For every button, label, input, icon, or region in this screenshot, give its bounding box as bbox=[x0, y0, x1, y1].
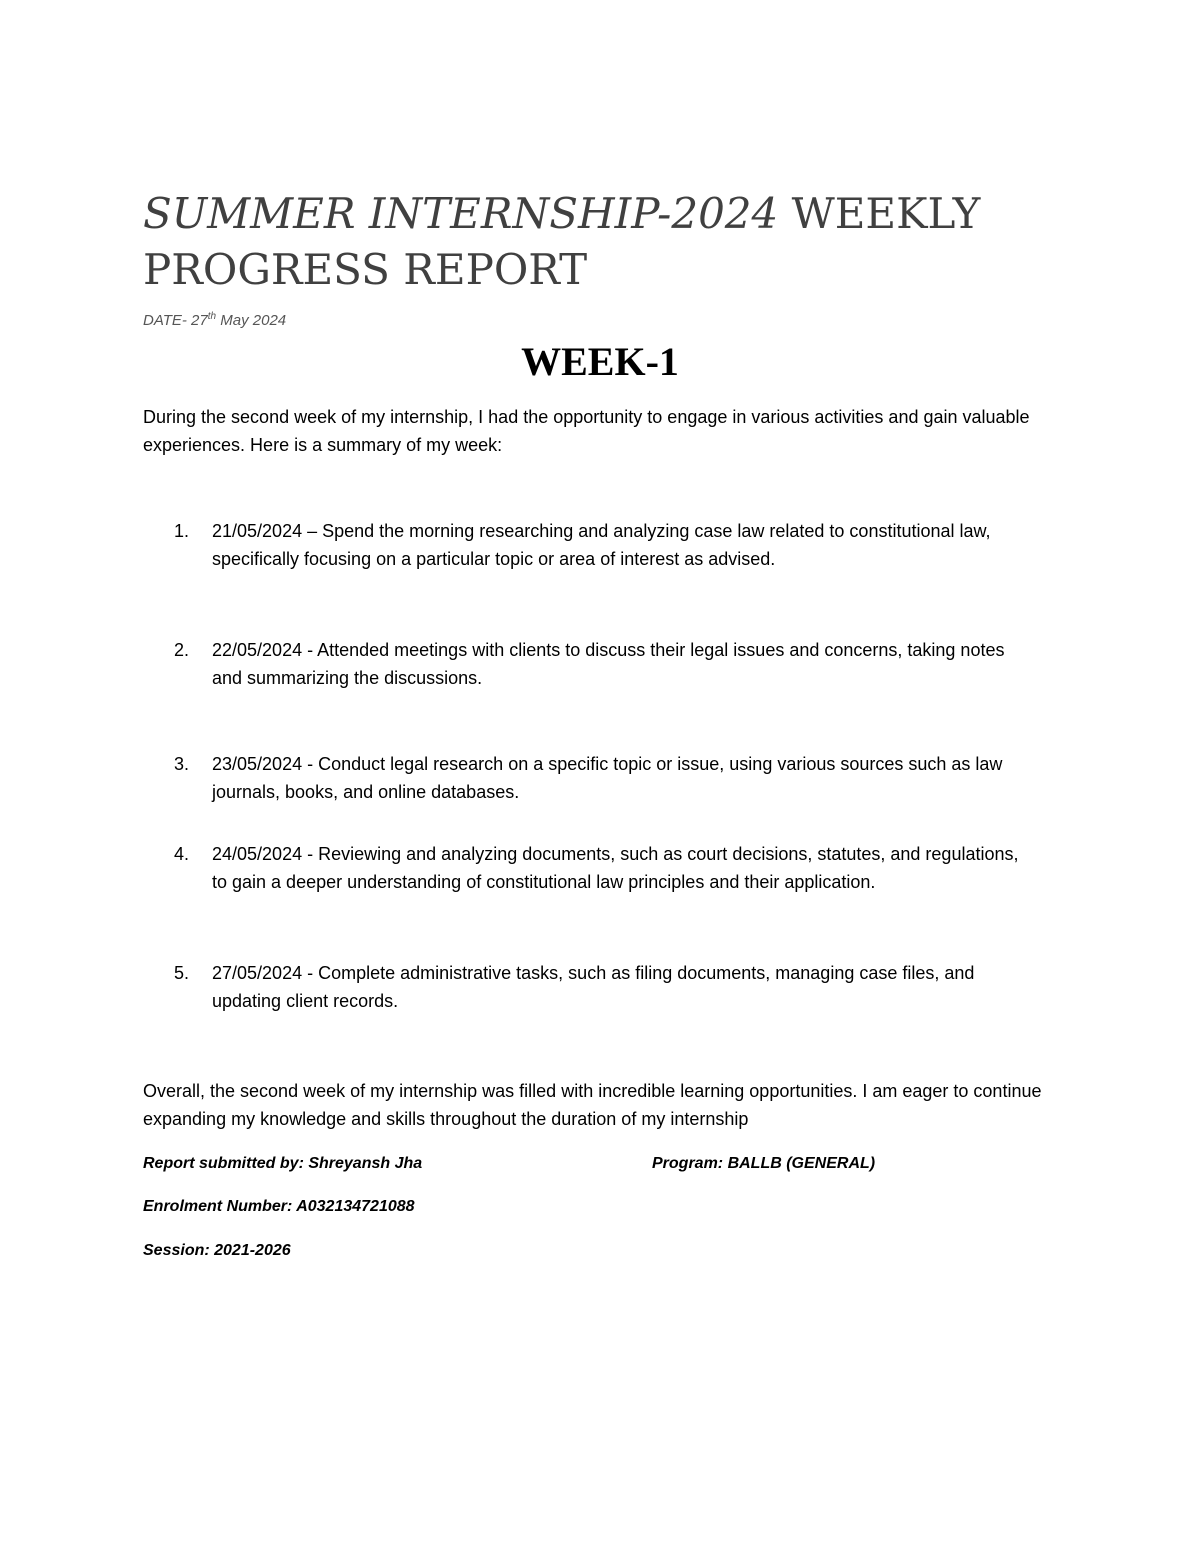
activity-item bbox=[174, 750, 1034, 806]
activity-item bbox=[174, 840, 1034, 896]
activity-number: 4. bbox=[174, 844, 190, 864]
activity-item bbox=[174, 517, 1034, 573]
report-date bbox=[143, 312, 286, 329]
activity-item bbox=[174, 636, 1034, 692]
activity-text: 23/05/2024 - Conduct legal research on a specific topic or issue, using various sources such as law journals, books, and online databases. bbox=[212, 754, 1003, 802]
session: Session: 2021-2026 bbox=[143, 1242, 291, 1259]
activity-text: 27/05/2024 - Complete administrative tasks, such as filing documents, managing case files, and updating client records. bbox=[212, 963, 975, 1011]
program: Program: BALLB (GENERAL) bbox=[652, 1155, 876, 1172]
closing-paragraph: Overall, the second week of my internship was filled with incredible learning opportunities. I am eager to continue expanding my knowledge and skills throughout the duration of my internship bbox=[143, 1081, 1042, 1129]
week-heading: WEEK-1 bbox=[521, 339, 679, 384]
activity-text: 21/05/2024 – Spend the morning researching and analyzing case law related to constitutional law, specifically focusing on a particular topic or area of interest as advised. bbox=[212, 521, 991, 569]
date-suffix: May 2024 bbox=[216, 312, 287, 329]
date-prefix: DATE- 27 bbox=[143, 312, 208, 329]
submitted-by: Report submitted by: Shreyansh Jha bbox=[143, 1155, 423, 1172]
report-title-rest: WEEKLY PROGRESS REPORT bbox=[143, 189, 981, 294]
enrolment-number: Enrolment Number: A032134721088 bbox=[143, 1198, 415, 1215]
activity-number: 1. bbox=[174, 521, 190, 541]
report-title bbox=[143, 186, 1103, 298]
activity-number: 5. bbox=[174, 963, 190, 983]
intro-paragraph: During the second week of my internship, I had the opportunity to engage in various activities and gain valuable experiences. Here is a summary of my week: bbox=[143, 407, 1030, 455]
activity-item bbox=[174, 959, 1034, 1015]
activity-number: 2. bbox=[174, 640, 190, 660]
activity-number: 3. bbox=[174, 754, 190, 774]
activity-text: 22/05/2024 - Attended meetings with clients to discuss their legal issues and concerns, taking notes and summarizing the discussions. bbox=[212, 640, 1005, 688]
activity-text: 24/05/2024 - Reviewing and analyzing documents, such as court decisions, statutes, and regulations, to gain a deeper understanding of constitutional law principles and their application. bbox=[212, 844, 1019, 892]
report-title-italic: SUMMER INTERNSHIP-2024 bbox=[143, 189, 779, 238]
date-ordinal-suffix: th bbox=[207, 311, 217, 322]
